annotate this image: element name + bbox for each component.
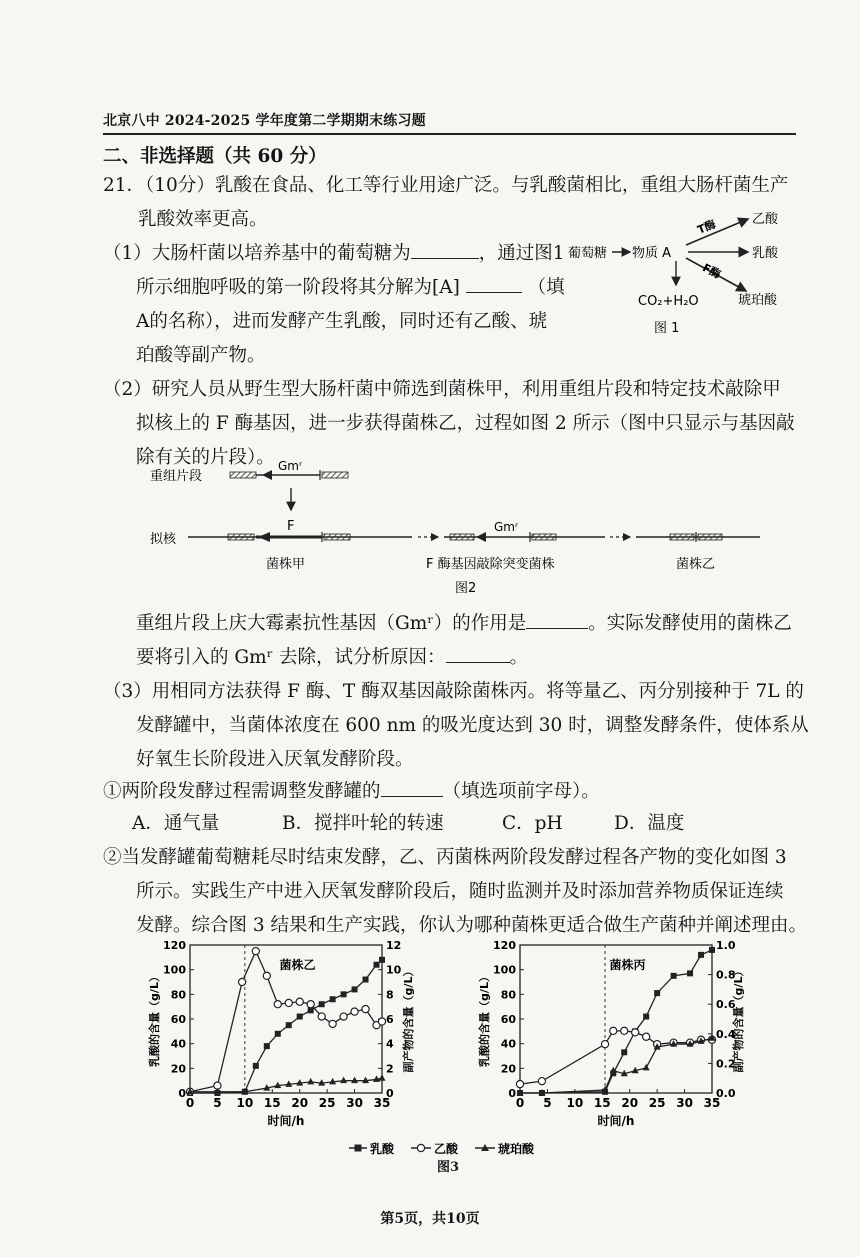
y-left-axis-label: 乳酸的含量（g/L）	[148, 971, 161, 1067]
data-point-acetic	[632, 1029, 639, 1036]
page-header: 北京八中 2024-2025 学年度第二学期期末练习题	[103, 113, 426, 129]
y-left-tick-label: 100	[493, 963, 516, 977]
enzyme-f-label: F酶	[700, 261, 723, 282]
x-tick-label: 30	[676, 1096, 693, 1110]
data-point-lactic	[275, 1031, 281, 1037]
chart-title: 菌株乙	[279, 958, 316, 972]
x-tick-label: 15	[593, 1096, 611, 1110]
data-point-succinic	[340, 1077, 347, 1084]
co2-label: CO₂+H₂O	[638, 294, 699, 309]
y-left-tick-label: 60	[170, 1013, 186, 1026]
y-right-axis-label: 副产物的含量（g/L）	[732, 965, 745, 1073]
answer-blank[interactable]	[526, 610, 588, 629]
data-point-lactic	[319, 1001, 325, 1007]
arrow	[686, 219, 748, 245]
q21-part3-line3: 好氧生长阶段进入厌氧发酵阶段。	[136, 749, 414, 770]
data-point-lactic	[264, 1043, 270, 1049]
q21-part1-line3: A的名称），进而发酵产生乳酸，同时还有乙酸、琥	[136, 311, 548, 332]
chart-title: 菌株丙	[609, 958, 646, 972]
x-axis-label: 时间/h	[267, 1114, 305, 1128]
data-point-lactic	[671, 973, 677, 979]
homology-arm	[230, 472, 256, 478]
circle-marker	[417, 1144, 424, 1151]
data-point-lactic	[341, 991, 347, 997]
chart-strain-yi	[140, 935, 420, 1145]
data-point-succinic	[307, 1078, 314, 1085]
x-tick-label: 30	[346, 1096, 363, 1110]
figure-3-caption: 图3	[437, 1160, 460, 1175]
text: 要将引入的 Gmʳ 去除，试分析原因：	[136, 647, 446, 668]
y-right-tick-label: 2	[386, 1062, 394, 1076]
x-tick-label: 20	[621, 1096, 639, 1110]
answer-blank[interactable]	[466, 274, 522, 293]
data-point-lactic	[352, 986, 358, 992]
y-left-tick-label: 0	[178, 1087, 186, 1100]
data-point-acetic	[601, 1041, 608, 1048]
data-point-lactic	[297, 1014, 303, 1020]
data-point-lactic	[698, 952, 704, 958]
data-point-lactic	[253, 1063, 259, 1069]
y-left-tick-label: 60	[500, 1013, 516, 1026]
data-point-lactic	[286, 1022, 292, 1028]
data-point-acetic	[274, 1001, 281, 1008]
data-point-acetic	[285, 999, 292, 1006]
answer-blank[interactable]	[446, 644, 510, 663]
option-d: D．温度	[614, 813, 685, 834]
x-tick-label: 25	[318, 1096, 336, 1110]
y-left-tick-label: 20	[170, 1062, 186, 1076]
x-tick-label: 10	[566, 1096, 584, 1110]
data-point-acetic	[307, 1001, 314, 1008]
homology-arm	[450, 534, 474, 540]
y-left-tick-label: 120	[493, 939, 516, 952]
y-left-tick-label: 80	[500, 988, 516, 1002]
legend-lactic: 乳酸	[370, 1142, 395, 1156]
y-right-tick-label: 0.4	[716, 1027, 736, 1041]
data-point-lactic	[363, 977, 369, 983]
y-left-tick-label: 80	[170, 988, 186, 1002]
x-tick-label: 35	[373, 1096, 391, 1110]
homology-arm	[698, 534, 722, 540]
x-tick-label: 20	[291, 1096, 309, 1110]
text: （填选项前字母）。	[442, 781, 600, 802]
q21-part2-line5	[136, 640, 528, 675]
x-tick-label: 25	[648, 1096, 666, 1110]
q21-sub2-line3: 发酵。综合图 3 结果和生产实践，你认为哪种菌株更适合做生产菌种并阐述理由。	[136, 915, 808, 936]
data-point-lactic	[330, 996, 336, 1002]
text: ，通过图1	[478, 243, 565, 264]
data-point-acetic	[362, 1006, 369, 1013]
q21-part2-line3: 除有关的片段）。	[136, 447, 275, 468]
y-left-axis-label: 乳酸的含量（g/L）	[478, 971, 491, 1067]
y-left-tick-label: 120	[163, 939, 186, 952]
gm-label: Gmʳ	[278, 460, 303, 473]
text: 。	[509, 647, 529, 668]
data-point-acetic	[252, 948, 259, 955]
gm-arrowhead	[476, 532, 486, 542]
gm-label: Gmʳ	[494, 520, 519, 534]
text: ①两阶段发酵过程需调整发酵罐的	[103, 781, 381, 802]
data-point-acetic	[516, 1081, 523, 1088]
series-line-circle	[190, 951, 382, 1092]
q21-part2-line4	[136, 606, 792, 641]
data-point-lactic	[687, 970, 693, 976]
recombinant-fragment-label: 重组片段	[150, 469, 203, 484]
data-point-acetic	[610, 1027, 617, 1034]
enzyme-t-label: T酶	[695, 217, 718, 237]
y-right-tick-label: 10	[386, 963, 402, 977]
figure-2-caption: 图2	[455, 581, 477, 596]
x-tick-label: 5	[213, 1096, 222, 1110]
q21-sub2-line2: 所示。实践生产中进入厌氧发酵阶段后，随时监测并及时添加营养物质保证连续	[136, 881, 784, 902]
figure-1-caption: 图 1	[654, 321, 680, 336]
legend-succinic: 琥珀酸	[498, 1142, 535, 1156]
y-right-tick-label: 0.0	[716, 1087, 736, 1100]
homology-arm	[228, 534, 254, 540]
mutant-strain-label: F 酶基因敲除突变菌株	[426, 557, 555, 572]
y-right-tick-label: 12	[386, 939, 402, 952]
q21-intro-line2: 乳酸效率更高。	[138, 209, 268, 230]
substance-a-label: 物质 A	[632, 246, 672, 261]
data-point-lactic	[643, 1014, 649, 1020]
data-point-acetic	[318, 1013, 325, 1020]
strain-yi-label: 菌株乙	[676, 557, 716, 572]
square-marker	[355, 1145, 362, 1152]
data-point-succinic	[351, 1077, 358, 1084]
x-tick-label: 0	[515, 1096, 525, 1110]
series-line-triangle	[520, 1038, 712, 1093]
answer-blank[interactable]	[411, 240, 479, 259]
acetic-label: 乙酸	[752, 212, 779, 227]
data-point-acetic	[340, 1013, 347, 1020]
data-point-acetic	[351, 1008, 358, 1015]
y-right-tick-label: 6	[386, 1013, 394, 1026]
data-point-lactic	[709, 947, 715, 953]
header-rule	[103, 133, 796, 135]
q21-intro-line1: 21．（10分）乳酸在食品、化工等行业用途广泛。与乳酸菌相比，重组大肠杆菌生产	[103, 175, 789, 196]
q21-part2-line2: 拟核上的 F 酶基因，进一步获得菌株乙，过程如图 2 所示（图中只显示与基因敲	[136, 413, 795, 434]
homology-arm	[532, 534, 556, 540]
homology-arm	[322, 472, 348, 478]
y-left-tick-label: 0	[508, 1087, 516, 1100]
lactic-label: 乳酸	[752, 246, 779, 261]
text: 所示细胞呼吸的第一阶段将其分解为[A]	[136, 277, 460, 298]
f-gene-label: F	[287, 519, 295, 534]
glucose-label: 葡萄糖	[568, 246, 608, 261]
succinic-label: 琥珀酸	[738, 293, 778, 308]
homology-arm	[670, 534, 694, 540]
y-right-axis-label: 副产物的含量（g/L）	[402, 965, 415, 1073]
y-right-tick-label: 0	[386, 1087, 394, 1100]
x-tick-label: 35	[703, 1096, 721, 1110]
strain-jia-label: 菌株甲	[266, 557, 306, 572]
q21-part1-line2	[136, 270, 565, 305]
data-point-acetic	[329, 1020, 336, 1027]
data-point-lactic	[374, 962, 380, 968]
text: （填	[527, 277, 565, 298]
data-point-acetic	[296, 998, 303, 1005]
option-c: C．pH	[502, 813, 563, 834]
gm-arrowhead	[262, 470, 272, 480]
q21-part3-line2: 发酵罐中，当菌体浓度在 600 nm 的吸光度达到 30 时，调整发酵条件，使体系从	[136, 715, 809, 736]
y-left-tick-label: 20	[500, 1062, 516, 1076]
q21-sub2-line1: ②当发酵罐葡萄糖耗尽时结束发酵，乙、丙菌株两阶段发酵过程各产物的变化如图 3	[103, 847, 787, 868]
text: 重组片段上庆大霉素抗性基因（Gmʳ）的作用是	[136, 613, 527, 634]
option-b: B．搅拌叶轮的转速	[282, 813, 444, 834]
data-point-acetic	[643, 1033, 650, 1040]
data-point-acetic	[378, 1018, 385, 1025]
homology-arm	[324, 534, 350, 540]
x-tick-label: 0	[185, 1096, 195, 1110]
page-footer: 第5页，共10页	[380, 1211, 480, 1227]
q21-sub1	[103, 774, 600, 809]
data-point-lactic	[654, 990, 660, 996]
answer-blank[interactable]	[381, 778, 443, 797]
figure-2-knockout	[150, 460, 770, 600]
legend-acetic: 乙酸	[434, 1142, 459, 1156]
data-point-acetic	[263, 972, 270, 979]
y-right-tick-label: 8	[386, 988, 394, 1002]
x-tick-label: 10	[236, 1096, 254, 1110]
x-tick-label: 5	[543, 1096, 552, 1110]
y-right-tick-label: 0.8	[716, 968, 736, 982]
data-point-lactic	[621, 1049, 627, 1055]
nucleoid-label: 拟核	[150, 532, 177, 547]
x-axis-label: 时间/h	[597, 1114, 635, 1128]
q21-part1-line4: 珀酸等副产物。	[136, 345, 266, 366]
y-right-tick-label: 4	[386, 1037, 394, 1051]
y-right-tick-label: 1.0	[716, 939, 736, 952]
q21-part3-line1: （3）用相同方法获得 F 酶、T 酶双基因敲除菌株丙。将等量乙、丙分别接种于 7L 的	[103, 681, 804, 702]
data-point-acetic	[239, 978, 246, 985]
q21-part1-line1	[103, 236, 565, 271]
data-point-succinic	[379, 1074, 386, 1081]
y-right-tick-label: 0.2	[716, 1057, 736, 1071]
y-left-tick-label: 40	[170, 1037, 186, 1051]
chart-strain-bing	[470, 935, 750, 1145]
y-left-tick-label: 100	[163, 963, 186, 977]
data-point-acetic	[538, 1078, 545, 1085]
figure-1-pathway	[568, 205, 790, 340]
section-title: 二、非选择题（共 60 分）	[103, 146, 327, 167]
figure-3-legend	[345, 1138, 595, 1158]
y-left-tick-label: 40	[500, 1037, 516, 1051]
x-tick-label: 15	[263, 1096, 281, 1110]
text: （1）大肠杆菌以培养基中的葡萄糖为	[103, 243, 411, 264]
y-right-tick-label: 0.6	[716, 998, 736, 1012]
q21-part2-line1: （2）研究人员从野生型大肠杆菌中筛选到菌株甲，利用重组片段和特定技术敲除甲	[103, 379, 781, 400]
text: 。实际发酵使用的菌株乙	[588, 613, 792, 634]
data-point-acetic	[621, 1027, 628, 1034]
data-point-lactic	[379, 957, 385, 963]
option-a: A．通气量	[132, 813, 220, 834]
data-point-succinic	[643, 1064, 650, 1071]
